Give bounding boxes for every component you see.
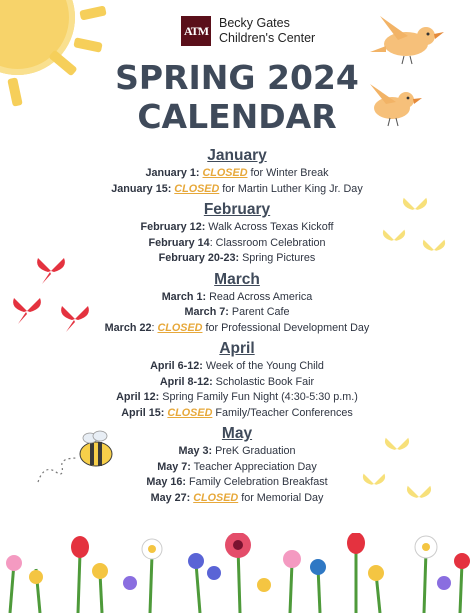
closed-badge: CLOSED xyxy=(174,182,220,195)
event-text: for Martin Luther King Jr. Day xyxy=(219,182,363,195)
event-text: for Memorial Day xyxy=(238,491,324,504)
event-row xyxy=(0,166,474,182)
butterfly-icon xyxy=(404,484,434,510)
event-date: March 7: xyxy=(184,306,229,318)
event-date: May 27: xyxy=(150,491,191,504)
event-text: Week of the Young Child xyxy=(202,360,324,372)
event-text: for Professional Development Day xyxy=(202,321,370,334)
event-row xyxy=(0,290,474,306)
butterfly-icon xyxy=(382,436,412,462)
event-date: May 7: xyxy=(157,460,191,473)
event-date: February 12: xyxy=(140,221,206,233)
event-date: January 1: xyxy=(145,167,200,179)
butterfly-icon xyxy=(58,304,92,334)
event-text: Scholastic Book Fair xyxy=(212,375,315,388)
flower-garden xyxy=(0,533,474,613)
event-date: March 22 xyxy=(104,321,152,334)
event-text: Family/Teacher Conferences xyxy=(212,406,353,419)
month-heading-february: February xyxy=(203,201,271,218)
event-date: April 15: xyxy=(121,406,165,419)
event-text: for Winter Break xyxy=(247,167,329,179)
event-row xyxy=(0,406,474,422)
event-row xyxy=(0,375,474,391)
closed-badge: CLOSED xyxy=(157,321,203,334)
event-date: March 1: xyxy=(161,290,207,303)
event-date: April 8-12: xyxy=(159,375,213,388)
org-name xyxy=(219,16,315,45)
title-line-2: CALENDAR xyxy=(137,97,337,136)
event-date: May 16: xyxy=(146,476,186,488)
event-text: Read Across America xyxy=(206,290,313,303)
title-line-1: SPRING 2024 xyxy=(115,58,359,97)
bee-icon xyxy=(34,428,118,488)
closed-badge: CLOSED xyxy=(167,406,213,419)
closed-badge: CLOSED xyxy=(202,167,248,179)
event-text: PreK Graduation xyxy=(212,445,296,457)
month-heading-may: May xyxy=(221,425,253,442)
org-line-1: Becky Gates xyxy=(219,16,290,30)
event-date: May 3: xyxy=(178,445,213,457)
event-text: Spring Family Fun Night (4:30-5:30 p.m.) xyxy=(159,391,358,403)
month-heading-january: January xyxy=(207,147,267,164)
event-text: Spring Pictures xyxy=(239,252,316,264)
event-date: February 14 xyxy=(148,236,210,249)
event-text: Walk Across Texas Kickoff xyxy=(205,221,334,233)
butterfly-icon xyxy=(10,296,44,326)
event-date: April 6-12: xyxy=(150,360,203,372)
closed-badge: CLOSED xyxy=(193,491,239,504)
event-row xyxy=(0,491,474,507)
event-text: Family Celebration Breakfast xyxy=(185,476,328,488)
butterfly-icon xyxy=(34,256,68,286)
butterfly-icon xyxy=(380,228,408,252)
org-line-2: Children's Center xyxy=(219,30,316,45)
event-date: April 12: xyxy=(116,391,160,403)
event-date: January 15: xyxy=(111,182,172,195)
month-heading-april: April xyxy=(219,340,255,357)
event-row xyxy=(0,251,474,267)
logo: ATM xyxy=(181,16,211,46)
event-row xyxy=(0,390,474,406)
event-date: February 20-23: xyxy=(158,252,240,264)
butterfly-icon xyxy=(360,472,388,496)
event-text: Parent Cafe xyxy=(228,306,290,318)
butterfly-icon xyxy=(400,196,430,222)
event-text: : Classroom Celebration xyxy=(209,236,326,249)
event-separator: : xyxy=(151,321,158,334)
butterfly-icon xyxy=(420,238,448,262)
event-row xyxy=(0,182,474,198)
month-heading-march: March xyxy=(214,270,260,288)
event-text: Teacher Appreciation Day xyxy=(190,460,317,473)
event-row xyxy=(0,359,474,375)
